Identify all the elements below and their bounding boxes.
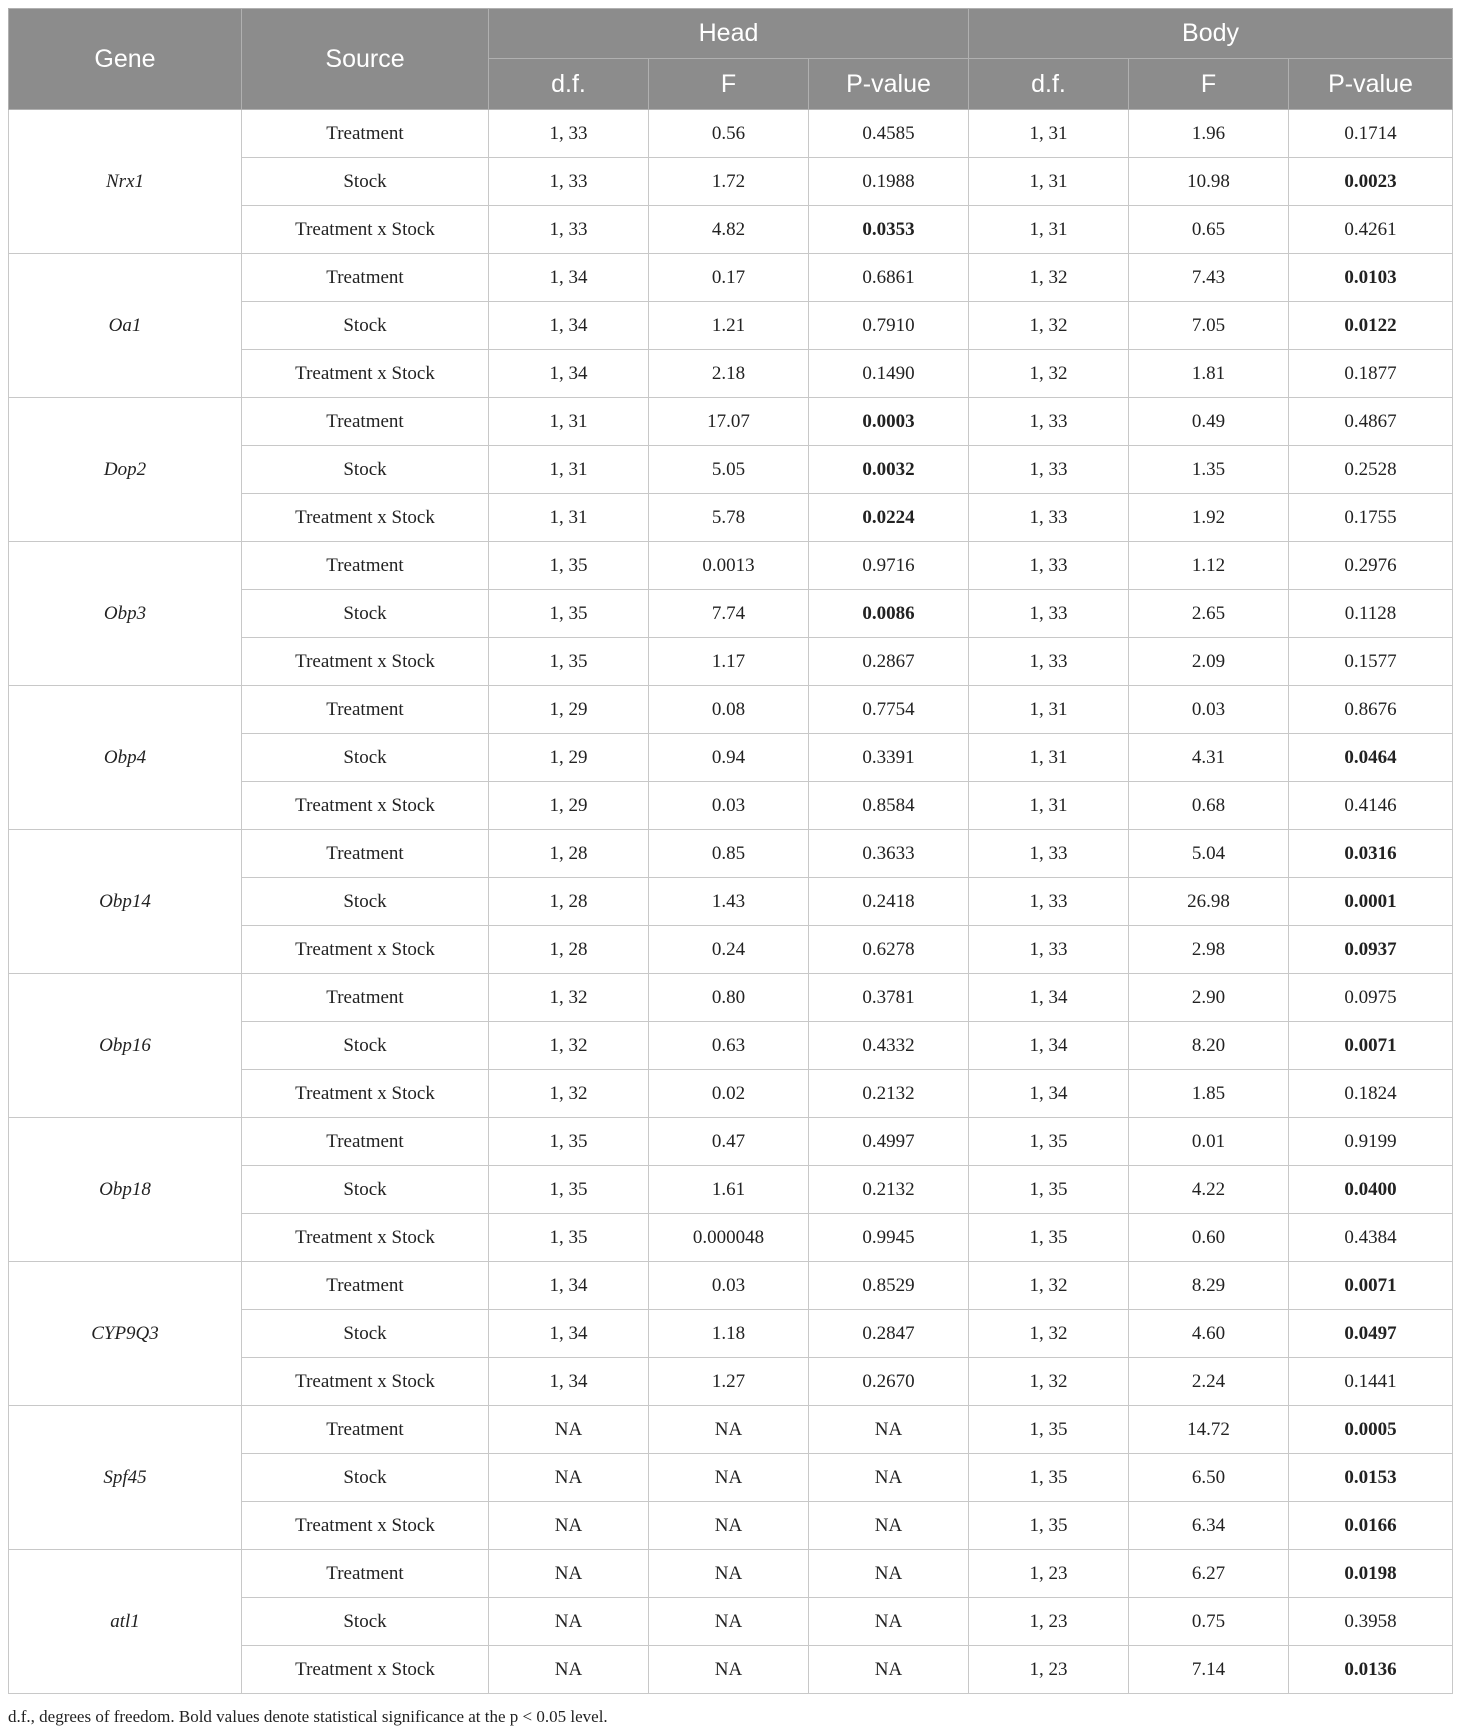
body-pvalue-cell: 0.0166 [1289,1502,1453,1550]
body-df-cell: 1, 34 [969,1022,1129,1070]
body-f-cell: 1.35 [1129,446,1289,494]
head-f-cell: 17.07 [649,398,809,446]
head-f-cell: 4.82 [649,206,809,254]
body-f-cell: 0.75 [1129,1598,1289,1646]
body-pvalue-cell: 0.0071 [1289,1262,1453,1310]
body-f-cell: 6.50 [1129,1454,1289,1502]
source-cell: Stock [242,590,489,638]
body-pvalue-cell: 0.1714 [1289,110,1453,158]
body-pvalue-cell: 0.0122 [1289,302,1453,350]
body-f-cell: 8.20 [1129,1022,1289,1070]
body-pvalue-cell: 0.0001 [1289,878,1453,926]
head-df-cell: 1, 28 [489,878,649,926]
body-df-cell: 1, 35 [969,1502,1129,1550]
body-pvalue-cell: 0.1877 [1289,350,1453,398]
body-df-cell: 1, 33 [969,494,1129,542]
header-body: Body [969,9,1453,59]
body-df-cell: 1, 32 [969,254,1129,302]
table-row [9,686,1453,734]
head-df-cell: 1, 32 [489,1070,649,1118]
body-pvalue-cell: 0.0497 [1289,1310,1453,1358]
body-pvalue-cell: 0.0464 [1289,734,1453,782]
source-cell: Treatment [242,830,489,878]
source-cell: Stock [242,158,489,206]
body-f-cell: 0.60 [1129,1214,1289,1262]
body-f-cell: 2.09 [1129,638,1289,686]
source-cell: Treatment x Stock [242,206,489,254]
gene-name-cell: Dop2 [9,398,242,542]
head-f-cell: 0.03 [649,1262,809,1310]
head-df-cell: 1, 32 [489,974,649,1022]
body-f-cell: 2.24 [1129,1358,1289,1406]
table-body [9,110,1453,1694]
body-df-cell: 1, 35 [969,1406,1129,1454]
source-cell: Treatment x Stock [242,1646,489,1694]
source-cell: Stock [242,734,489,782]
body-f-cell: 4.31 [1129,734,1289,782]
body-df-cell: 1, 31 [969,206,1129,254]
body-pvalue-cell: 0.2528 [1289,446,1453,494]
head-pvalue-cell: NA [809,1502,969,1550]
body-df-cell: 1, 34 [969,1070,1129,1118]
body-f-cell: 1.96 [1129,110,1289,158]
head-pvalue-cell: 0.8584 [809,782,969,830]
body-df-cell: 1, 32 [969,1358,1129,1406]
body-f-cell: 26.98 [1129,878,1289,926]
body-df-cell: 1, 35 [969,1166,1129,1214]
body-f-cell: 10.98 [1129,158,1289,206]
body-pvalue-cell: 0.9199 [1289,1118,1453,1166]
body-f-cell: 0.01 [1129,1118,1289,1166]
head-f-cell: 1.61 [649,1166,809,1214]
head-df-cell: 1, 31 [489,446,649,494]
body-df-cell: 1, 23 [969,1598,1129,1646]
body-pvalue-cell: 0.4261 [1289,206,1453,254]
head-pvalue-cell: 0.2847 [809,1310,969,1358]
head-pvalue-cell: 0.6861 [809,254,969,302]
head-df-cell: 1, 35 [489,542,649,590]
head-pvalue-cell: NA [809,1454,969,1502]
body-df-cell: 1, 34 [969,974,1129,1022]
body-pvalue-cell: 0.1824 [1289,1070,1453,1118]
head-f-cell: 1.17 [649,638,809,686]
anova-table [8,8,1453,1694]
source-cell: Treatment x Stock [242,638,489,686]
head-pvalue-cell: 0.6278 [809,926,969,974]
head-pvalue-cell: NA [809,1598,969,1646]
source-cell: Treatment [242,686,489,734]
table-row [9,1550,1453,1598]
head-pvalue-cell: 0.0032 [809,446,969,494]
header-head-pvalue: P-value [809,59,969,110]
head-f-cell: 1.27 [649,1358,809,1406]
head-f-cell: NA [649,1598,809,1646]
head-df-cell: 1, 35 [489,1118,649,1166]
head-f-cell: NA [649,1406,809,1454]
body-df-cell: 1, 23 [969,1550,1129,1598]
head-df-cell: 1, 28 [489,830,649,878]
head-f-cell: 0.56 [649,110,809,158]
head-pvalue-cell: 0.9716 [809,542,969,590]
table-row [9,542,1453,590]
body-df-cell: 1, 33 [969,590,1129,638]
body-f-cell: 0.03 [1129,686,1289,734]
body-pvalue-cell: 0.8676 [1289,686,1453,734]
head-pvalue-cell: 0.1988 [809,158,969,206]
body-f-cell: 7.14 [1129,1646,1289,1694]
body-f-cell: 1.85 [1129,1070,1289,1118]
head-pvalue-cell: 0.2132 [809,1070,969,1118]
body-f-cell: 4.22 [1129,1166,1289,1214]
head-pvalue-cell: 0.2670 [809,1358,969,1406]
head-df-cell: 1, 29 [489,686,649,734]
head-df-cell: 1, 31 [489,494,649,542]
body-df-cell: 1, 32 [969,302,1129,350]
body-pvalue-cell: 0.4146 [1289,782,1453,830]
head-pvalue-cell: 0.2418 [809,878,969,926]
body-f-cell: 0.68 [1129,782,1289,830]
body-pvalue-cell: 0.4867 [1289,398,1453,446]
source-cell: Treatment x Stock [242,926,489,974]
body-pvalue-cell: 0.0103 [1289,254,1453,302]
source-cell: Treatment [242,398,489,446]
body-pvalue-cell: 0.0136 [1289,1646,1453,1694]
body-pvalue-cell: 0.0316 [1289,830,1453,878]
head-pvalue-cell: 0.9945 [809,1214,969,1262]
head-pvalue-cell: NA [809,1406,969,1454]
body-f-cell: 1.12 [1129,542,1289,590]
table-row [9,1118,1453,1166]
head-f-cell: 0.80 [649,974,809,1022]
head-pvalue-cell: 0.3633 [809,830,969,878]
source-cell: Treatment x Stock [242,1070,489,1118]
body-df-cell: 1, 32 [969,1310,1129,1358]
head-df-cell: 1, 34 [489,254,649,302]
table-row [9,398,1453,446]
body-df-cell: 1, 33 [969,446,1129,494]
head-f-cell: 0.47 [649,1118,809,1166]
head-f-cell: 0.63 [649,1022,809,1070]
source-cell: Treatment x Stock [242,494,489,542]
body-f-cell: 1.92 [1129,494,1289,542]
gene-name-cell: CYP9Q3 [9,1262,242,1406]
body-f-cell: 2.98 [1129,926,1289,974]
body-pvalue-cell: 0.1577 [1289,638,1453,686]
body-df-cell: 1, 35 [969,1118,1129,1166]
head-df-cell: 1, 29 [489,782,649,830]
head-pvalue-cell: 0.0224 [809,494,969,542]
head-f-cell: NA [649,1646,809,1694]
body-f-cell: 8.29 [1129,1262,1289,1310]
head-f-cell: 1.43 [649,878,809,926]
source-cell: Treatment x Stock [242,1214,489,1262]
gene-name-cell: Obp18 [9,1118,242,1262]
body-df-cell: 1, 31 [969,110,1129,158]
head-df-cell: NA [489,1502,649,1550]
body-df-cell: 1, 31 [969,734,1129,782]
head-df-cell: 1, 33 [489,158,649,206]
head-df-cell: 1, 35 [489,638,649,686]
head-pvalue-cell: 0.4332 [809,1022,969,1070]
head-pvalue-cell: 0.4585 [809,110,969,158]
head-pvalue-cell: NA [809,1646,969,1694]
body-df-cell: 1, 33 [969,638,1129,686]
head-df-cell: 1, 33 [489,110,649,158]
head-df-cell: 1, 34 [489,1262,649,1310]
head-pvalue-cell: 0.3781 [809,974,969,1022]
source-cell: Stock [242,1166,489,1214]
body-df-cell: 1, 33 [969,398,1129,446]
source-cell: Treatment [242,974,489,1022]
head-df-cell: NA [489,1598,649,1646]
head-pvalue-cell: 0.4997 [809,1118,969,1166]
body-pvalue-cell: 0.2976 [1289,542,1453,590]
gene-name-cell: Spf45 [9,1406,242,1550]
header-head-df: d.f. [489,59,649,110]
head-pvalue-cell: 0.7754 [809,686,969,734]
source-cell: Treatment x Stock [242,1358,489,1406]
head-f-cell: 0.08 [649,686,809,734]
header-body-df: d.f. [969,59,1129,110]
source-cell: Treatment [242,110,489,158]
source-cell: Stock [242,1454,489,1502]
source-cell: Stock [242,1022,489,1070]
source-cell: Treatment x Stock [242,1502,489,1550]
body-pvalue-cell: 0.1128 [1289,590,1453,638]
body-pvalue-cell: 0.0937 [1289,926,1453,974]
body-f-cell: 7.43 [1129,254,1289,302]
body-pvalue-cell: 0.1441 [1289,1358,1453,1406]
header-head: Head [489,9,969,59]
header-head-f: F [649,59,809,110]
source-cell: Stock [242,1310,489,1358]
source-cell: Stock [242,1598,489,1646]
head-df-cell: 1, 28 [489,926,649,974]
body-f-cell: 14.72 [1129,1406,1289,1454]
body-pvalue-cell: 0.4384 [1289,1214,1453,1262]
head-df-cell: 1, 34 [489,1358,649,1406]
head-pvalue-cell: 0.0353 [809,206,969,254]
head-pvalue-cell: 0.1490 [809,350,969,398]
gene-name-cell: atl1 [9,1550,242,1694]
body-pvalue-cell: 0.0400 [1289,1166,1453,1214]
head-pvalue-cell: NA [809,1550,969,1598]
head-f-cell: 2.18 [649,350,809,398]
body-df-cell: 1, 33 [969,830,1129,878]
head-df-cell: NA [489,1454,649,1502]
body-pvalue-cell: 0.0153 [1289,1454,1453,1502]
head-df-cell: 1, 31 [489,398,649,446]
gene-name-cell: Nrx1 [9,110,242,254]
body-f-cell: 0.49 [1129,398,1289,446]
head-df-cell: 1, 35 [489,1166,649,1214]
source-cell: Treatment [242,1550,489,1598]
body-pvalue-cell: 0.1755 [1289,494,1453,542]
table-row [9,1262,1453,1310]
head-df-cell: NA [489,1646,649,1694]
source-cell: Treatment [242,1406,489,1454]
table-header [9,9,1453,110]
body-f-cell: 2.90 [1129,974,1289,1022]
body-df-cell: 1, 33 [969,926,1129,974]
head-df-cell: 1, 34 [489,1310,649,1358]
head-pvalue-cell: 0.3391 [809,734,969,782]
body-df-cell: 1, 35 [969,1214,1129,1262]
gene-name-cell: Oa1 [9,254,242,398]
source-cell: Treatment [242,1262,489,1310]
body-f-cell: 4.60 [1129,1310,1289,1358]
source-cell: Stock [242,302,489,350]
head-f-cell: 0.03 [649,782,809,830]
body-df-cell: 1, 32 [969,350,1129,398]
header-source: Source [242,9,489,110]
head-f-cell: 5.78 [649,494,809,542]
head-df-cell: 1, 34 [489,350,649,398]
gene-name-cell: Obp3 [9,542,242,686]
head-f-cell: 0.02 [649,1070,809,1118]
anova-table-container [8,8,1452,1694]
head-pvalue-cell: 0.0086 [809,590,969,638]
body-pvalue-cell: 0.0005 [1289,1406,1453,1454]
body-f-cell: 0.65 [1129,206,1289,254]
head-f-cell: 1.72 [649,158,809,206]
head-f-cell: 0.85 [649,830,809,878]
head-f-cell: 0.0013 [649,542,809,590]
head-df-cell: NA [489,1550,649,1598]
gene-name-cell: Obp4 [9,686,242,830]
head-f-cell: NA [649,1454,809,1502]
head-pvalue-cell: 0.7910 [809,302,969,350]
body-df-cell: 1, 23 [969,1646,1129,1694]
head-f-cell: 0.94 [649,734,809,782]
table-footnote: d.f., degrees of freedom. Bold values denote statistical significance at the p < 0.05 level. [8,1707,608,1726]
source-cell: Treatment [242,254,489,302]
body-pvalue-cell: 0.0975 [1289,974,1453,1022]
body-df-cell: 1, 31 [969,158,1129,206]
head-pvalue-cell: 0.2132 [809,1166,969,1214]
table-row [9,110,1453,158]
source-cell: Treatment x Stock [242,782,489,830]
body-df-cell: 1, 31 [969,686,1129,734]
gene-name-cell: Obp16 [9,974,242,1118]
head-f-cell: NA [649,1502,809,1550]
head-df-cell: 1, 33 [489,206,649,254]
head-df-cell: 1, 35 [489,1214,649,1262]
head-f-cell: 0.000048 [649,1214,809,1262]
head-df-cell: NA [489,1406,649,1454]
head-df-cell: 1, 35 [489,590,649,638]
head-df-cell: 1, 29 [489,734,649,782]
source-cell: Treatment [242,1118,489,1166]
body-pvalue-cell: 0.0198 [1289,1550,1453,1598]
head-f-cell: 1.21 [649,302,809,350]
body-f-cell: 6.27 [1129,1550,1289,1598]
table-row [9,830,1453,878]
head-pvalue-cell: 0.2867 [809,638,969,686]
head-f-cell: 0.24 [649,926,809,974]
gene-name-cell: Obp14 [9,830,242,974]
source-cell: Stock [242,446,489,494]
body-df-cell: 1, 35 [969,1454,1129,1502]
head-df-cell: 1, 34 [489,302,649,350]
header-body-pvalue: P-value [1289,59,1453,110]
body-df-cell: 1, 31 [969,782,1129,830]
body-f-cell: 1.81 [1129,350,1289,398]
body-f-cell: 2.65 [1129,590,1289,638]
table-row [9,974,1453,1022]
body-f-cell: 6.34 [1129,1502,1289,1550]
head-f-cell: 7.74 [649,590,809,638]
body-pvalue-cell: 0.0023 [1289,158,1453,206]
header-gene: Gene [9,9,242,110]
body-pvalue-cell: 0.0071 [1289,1022,1453,1070]
body-f-cell: 5.04 [1129,830,1289,878]
head-f-cell: 0.17 [649,254,809,302]
source-cell: Treatment x Stock [242,350,489,398]
head-pvalue-cell: 0.0003 [809,398,969,446]
source-cell: Stock [242,878,489,926]
body-df-cell: 1, 32 [969,1262,1129,1310]
head-f-cell: NA [649,1550,809,1598]
body-df-cell: 1, 33 [969,878,1129,926]
head-f-cell: 1.18 [649,1310,809,1358]
source-cell: Treatment [242,542,489,590]
body-pvalue-cell: 0.3958 [1289,1598,1453,1646]
body-df-cell: 1, 33 [969,542,1129,590]
body-f-cell: 7.05 [1129,302,1289,350]
table-row [9,1406,1453,1454]
head-f-cell: 5.05 [649,446,809,494]
table-row [9,254,1453,302]
header-body-f: F [1129,59,1289,110]
head-pvalue-cell: 0.8529 [809,1262,969,1310]
head-df-cell: 1, 32 [489,1022,649,1070]
